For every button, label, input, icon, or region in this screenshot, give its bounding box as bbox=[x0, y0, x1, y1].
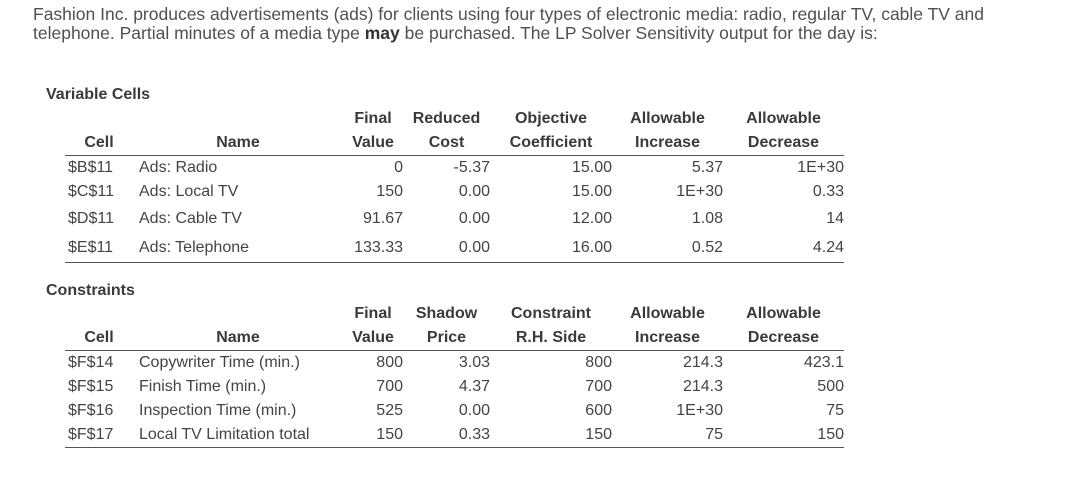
cell-name: Ads: Telephone bbox=[133, 233, 343, 263]
table-row bbox=[65, 375, 844, 399]
cell-address: $C$11 bbox=[68, 183, 114, 200]
shadow-price: 3.03 bbox=[458, 354, 490, 371]
constraints-header-row-2 bbox=[65, 326, 844, 351]
final-value: 150 bbox=[343, 423, 403, 448]
table-row bbox=[65, 156, 844, 181]
cell-name: Ads: Cable TV bbox=[139, 209, 242, 227]
allowable-decrease: 14 bbox=[826, 209, 844, 227]
constraints-header-row-1 bbox=[65, 302, 844, 326]
header-final: Final bbox=[354, 110, 392, 127]
cell-name: Ads: Local TV bbox=[139, 183, 239, 200]
table-row bbox=[65, 399, 844, 423]
cell-name: Inspection Time (min.) bbox=[139, 402, 297, 419]
cell-address: $F$14 bbox=[68, 354, 114, 371]
shadow-price: 4.37 bbox=[458, 378, 490, 395]
variable-cells-title: Variable Cells bbox=[46, 86, 151, 103]
allowable-decrease: 75 bbox=[826, 402, 844, 419]
cell-address: $E$11 bbox=[65, 233, 133, 263]
header-cell: Cell bbox=[65, 131, 133, 156]
final-value: 525 bbox=[376, 402, 403, 419]
header-name: Name bbox=[133, 326, 343, 351]
header-constraint: Constraint bbox=[511, 305, 591, 322]
allowable-increase: 75 bbox=[612, 423, 723, 448]
allowable-decrease: 1E+30 bbox=[797, 159, 844, 176]
intro-text-part1: Fashion Inc. produces advertisements (ads) for clients using four types of electronic media: radio, regular TV, cable TV and telephone. Partial minutes of a media type bbox=[33, 4, 984, 43]
final-value: 800 bbox=[376, 354, 403, 371]
header-decrease: Decrease bbox=[723, 131, 844, 156]
cell-address: $F$16 bbox=[68, 402, 114, 419]
final-value: 150 bbox=[376, 183, 403, 200]
shadow-price: 0.00 bbox=[458, 402, 490, 419]
constraint-rhs: 150 bbox=[490, 423, 612, 448]
header-final: Final bbox=[354, 305, 392, 322]
allowable-decrease: 150 bbox=[723, 423, 844, 448]
cell-name: Finish Time (min.) bbox=[139, 378, 267, 395]
final-value: 700 bbox=[376, 378, 403, 395]
header-objective: Objective bbox=[514, 110, 588, 127]
constraint-rhs: 800 bbox=[585, 354, 612, 371]
header-allowable-decrease: Allowable bbox=[746, 110, 821, 127]
header-value: Value bbox=[343, 131, 403, 156]
intro-bold-word: may bbox=[364, 22, 400, 43]
allowable-increase: 1E+30 bbox=[676, 183, 723, 200]
header-cost: Cost bbox=[403, 131, 490, 156]
allowable-increase: 1E+30 bbox=[676, 402, 723, 419]
final-value: 91.67 bbox=[362, 209, 403, 227]
allowable-decrease: 4.24 bbox=[723, 233, 844, 263]
final-value: 133.33 bbox=[343, 233, 403, 263]
objective-coefficient: 12.00 bbox=[571, 209, 612, 227]
final-value: 0 bbox=[394, 159, 403, 176]
objective-coefficient: 15.00 bbox=[571, 183, 612, 200]
header-coefficient: Coefficient bbox=[490, 131, 612, 156]
cell-name: Ads: Radio bbox=[139, 159, 218, 176]
table-row bbox=[65, 423, 844, 448]
allowable-increase: 214.3 bbox=[682, 378, 723, 395]
cell-address: $D$11 bbox=[68, 209, 114, 227]
objective-coefficient: 15.00 bbox=[571, 159, 612, 176]
variable-cells-table bbox=[65, 107, 844, 263]
reduced-cost: 0.00 bbox=[403, 233, 490, 263]
header-increase: Increase bbox=[612, 326, 723, 351]
variable-cells-header-row-2 bbox=[65, 131, 844, 156]
constraint-rhs: 700 bbox=[585, 378, 612, 395]
variable-cells-header-row-1 bbox=[65, 107, 844, 131]
intro-text-part2: be purchased. The LP Solver Sensitivity output for the day is: bbox=[399, 22, 878, 43]
allowable-decrease: 500 bbox=[817, 378, 844, 395]
header-allowable-decrease: Allowable bbox=[746, 305, 821, 322]
constraints-table bbox=[65, 302, 844, 448]
cell-address: $B$11 bbox=[68, 159, 114, 176]
header-increase: Increase bbox=[612, 131, 723, 156]
table-row bbox=[65, 204, 844, 233]
cell-name: Copywriter Time (min.) bbox=[139, 354, 300, 371]
header-name: Name bbox=[133, 131, 343, 156]
allowable-decrease: 0.33 bbox=[812, 183, 844, 200]
header-allowable-increase: Allowable bbox=[630, 110, 705, 127]
allowable-decrease: 423.1 bbox=[803, 354, 844, 371]
table-row bbox=[65, 233, 844, 263]
objective-coefficient: 16.00 bbox=[490, 233, 612, 263]
allowable-increase: 0.52 bbox=[612, 233, 723, 263]
cell-address: $F$17 bbox=[65, 423, 133, 448]
header-decrease: Decrease bbox=[723, 326, 844, 351]
header-cell: Cell bbox=[65, 326, 133, 351]
cell-name: Local TV Limitation total bbox=[133, 423, 343, 448]
header-value: Value bbox=[343, 326, 403, 351]
shadow-price: 0.33 bbox=[403, 423, 490, 448]
header-shadow: Shadow bbox=[415, 305, 478, 322]
problem-statement bbox=[33, 5, 1033, 42]
header-price: Price bbox=[403, 326, 490, 351]
constraints-title: Constraints bbox=[46, 282, 135, 299]
reduced-cost: 0.00 bbox=[458, 183, 490, 200]
header-rh-side: R.H. Side bbox=[490, 326, 612, 351]
table-row bbox=[65, 351, 844, 376]
table-row bbox=[65, 180, 844, 204]
reduced-cost: -5.37 bbox=[453, 159, 490, 176]
cell-address: $F$15 bbox=[68, 378, 114, 395]
header-allowable-increase: Allowable bbox=[630, 305, 705, 322]
allowable-increase: 1.08 bbox=[691, 209, 723, 227]
constraint-rhs: 600 bbox=[585, 402, 612, 419]
reduced-cost: 0.00 bbox=[458, 209, 490, 227]
allowable-increase: 5.37 bbox=[691, 159, 723, 176]
allowable-increase: 214.3 bbox=[682, 354, 723, 371]
header-reduced: Reduced bbox=[412, 110, 481, 127]
